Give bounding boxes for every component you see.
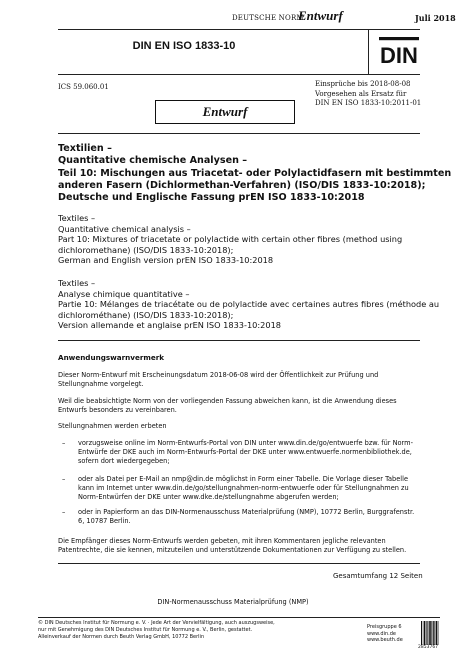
list-dash: – [62, 508, 66, 516]
warning-paragraph: Weil die beabsichtigte Norm von der vorliegenden Fassung abweichen kann, ist die Anwendung dieses Entwurfs besonders zu vereinbaren. [58, 397, 397, 414]
entwurf-box: Entwurf [155, 100, 295, 124]
list-dash: – [62, 475, 66, 483]
title-top-rule [58, 133, 420, 134]
price-group: Preisgruppe 6 [367, 624, 402, 630]
title-line: Version allemande et anglaise prEN ISO 1833-10:2018 [58, 320, 281, 330]
barcode-number: 2853767 [418, 645, 439, 650]
footer-line: nur mit Genehmigung des DIN Deutsches Institut für Normung e. V., Berlin, gestattet. [38, 627, 253, 633]
list-item [58, 508, 420, 526]
title-line: German and English version prEN ISO 1833-10:2018 [58, 255, 274, 265]
title-english [58, 213, 402, 266]
copyright-footer [38, 620, 275, 641]
footer-line: © DIN Deutsches Institut für Normung e. V. · Jede Art der Vervielfältigung, auch auszugsweise, [38, 620, 275, 626]
title-line: Textilien – [58, 143, 112, 154]
din-website: www.din.de [367, 630, 396, 637]
din-logo-text: DIN [380, 43, 418, 67]
warning-top-rule [58, 340, 420, 341]
title-line: Deutsche und Englische Fassung prEN ISO 1833-10:2018 [58, 192, 365, 204]
list-item-text: oder in Papierform an das DIN-Normenausschuss Materialprüfung (NMP), 10772 Berlin, Burggrafenstr. 6, 10787 Berlin. [78, 508, 415, 525]
header-date: Juli 2018 [415, 13, 456, 23]
beuth-website: www.beuth.de [367, 637, 403, 644]
einspruch-line: Einsprüche bis 2018-08-08 [315, 80, 411, 88]
top-rule [58, 29, 420, 30]
warning-paragraph: Dieser Norm-Entwurf mit Erscheinungsdatum 2018-06-08 wird der Öffentlichkeit zur Prüfung und Stellungnahme vorgelegt. [58, 371, 379, 388]
list-dash: – [62, 439, 66, 447]
footer-line: Alleinverkauf der Normen durch Beuth Verlag GmbH, 10772 Berlin [38, 634, 205, 640]
price-info [367, 624, 403, 644]
header-entwurf: Entwurf [298, 8, 343, 23]
title-line: Partie 10: Mélanges de triacétate ou de polylactide avec certaines autres fibres (méthode au [58, 299, 440, 309]
barcode [421, 621, 439, 645]
din-logo [379, 37, 419, 67]
title-line: Analyse chimique quantitative – [58, 288, 190, 299]
list-item [58, 439, 420, 466]
title-line: Part 10: Mixtures of triacetate or polylactide with certain other fibres (method using [58, 234, 403, 244]
warning-bottom-rule [58, 563, 420, 564]
title-line: dichlorométhane) (ISO/DIS 1833-10:2018); [58, 309, 234, 320]
header-norm-label: DEUTSCHE NORM [232, 14, 304, 22]
title-line: Textiles – [58, 278, 96, 288]
list-item-text: vorzugsweise online im Norm-Entwurfs-Portal von DIN unter www.din.de/go/entwuerfe bzw. für Norm-Entwürfe der DKE auch im Norm-Entwurfs-Portal der DKE unter www.entwuerfe.normenbibliothek.de, sofern dort wiedergegeben; [78, 439, 413, 465]
list-item-text: oder als Datei per E-Mail an nmp@din.de möglichst in Form einer Tabelle. Die Vorlage dieser Tabelle kann im Internet unter www.din.de/go/stellungnahmen-norm-entwuerfe oder für Stellungnahmen zu Norm-Entwürfen der DKE unter www.dke.de/stellungnahme abgerufen werden; [78, 475, 409, 501]
warning-paragraph: Stellungnahmen werden erbeten [58, 422, 167, 430]
ics-code: ICS 59.060.01 [58, 83, 109, 91]
einspruch-line: DIN EN ISO 1833-10:2011-01 [315, 99, 422, 107]
title-line: Quantitative chemische Analysen – [58, 155, 248, 167]
title-line: Quantitative chemical analysis – [58, 223, 191, 234]
title-german [58, 143, 452, 204]
logo-divider [368, 29, 369, 74]
committee-name: DIN-Normenausschuss Materialprüfung (NMP) [157, 598, 309, 606]
einspruch-info [315, 80, 421, 109]
einspruch-line: Vorgesehen als Ersatz für [315, 89, 407, 98]
document-id: DIN EN ISO 1833-10 [132, 40, 236, 52]
list-item [58, 475, 420, 502]
warning-paragraph: Die Empfänger dieses Norm-Entwurfs werden gebeten, mit ihren Kommentaren jegliche relevanten Patentrechte, die sie kennen, mitzuteilen und unterstützende Dokumentationen zur Verfügung zu stellen. [58, 537, 407, 554]
title-french [58, 278, 439, 331]
title-line: Textiles – [58, 213, 96, 223]
header-bottom-rule [58, 74, 420, 75]
page-count: Gesamtumfang 12 Seiten [333, 572, 423, 580]
footer-rule [38, 617, 440, 618]
title-line: anderen Fasern (Dichlormethan-Verfahren) (ISO/DIS 1833-10:2018); [58, 179, 426, 191]
title-line: dichloromethane) (ISO/DIS 1833-10:2018); [58, 244, 234, 255]
warning-title: Anwendungswarnvermerk [58, 353, 165, 362]
title-line: Teil 10: Mischungen aus Triacetat- oder Polylactidfasern mit bestimmten [58, 167, 452, 179]
